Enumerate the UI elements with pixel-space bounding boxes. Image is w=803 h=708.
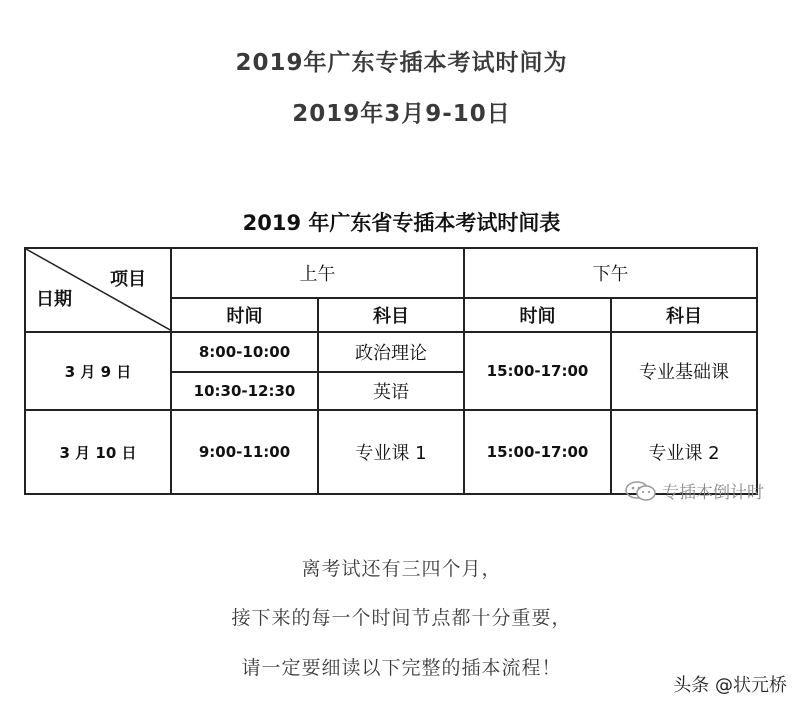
row-date-mar9: 3 月 9 日 <box>25 332 171 410</box>
am-subject-cell: 政治理论 <box>318 332 464 372</box>
paragraph-2: 接下来的每一个时间节点都十分重要， <box>231 607 572 629</box>
wechat-icon <box>624 480 658 502</box>
am-subject-cell: 专业课 1 <box>318 410 464 494</box>
pm-subject-cell: 专业基础课 <box>611 332 757 410</box>
diagonal-header-cell <box>25 248 171 332</box>
paragraph-3: 请一定要细读以下完整的插本流程！ <box>241 657 562 679</box>
header-date-label: 日期 <box>36 289 72 310</box>
subheader-am-subject: 科目 <box>318 298 464 332</box>
heading-line-1: 2019年广东专插本考试时间为 <box>235 50 568 76</box>
subheader-pm-subject: 科目 <box>611 298 757 332</box>
watermark-text: 专插本倒计时 <box>662 483 764 503</box>
am-time-cell: 10:30-12:30 <box>171 372 318 410</box>
subheader-am-time: 时间 <box>171 298 318 332</box>
am-time-cell: 8:00-10:00 <box>171 332 318 372</box>
paragraph-1: 离考试还有三四个月， <box>301 558 502 580</box>
exam-schedule-table <box>24 247 758 495</box>
header-morning: 上午 <box>171 248 464 298</box>
pm-time-cell: 15:00-17:00 <box>464 410 611 494</box>
subheader-pm-time: 时间 <box>464 298 611 332</box>
am-subject-cell: 英语 <box>318 372 464 410</box>
source-credit: 头条 @状元桥 <box>673 671 787 697</box>
table-caption: 2019 年广东省专插本考试时间表 <box>242 211 561 235</box>
heading-line-2: 2019年3月9-10日 <box>292 101 511 127</box>
watermark <box>624 478 764 503</box>
header-afternoon: 下午 <box>464 248 757 298</box>
pm-subject-cell: 专业课 2 <box>611 410 757 494</box>
pm-time-cell: 15:00-17:00 <box>464 332 611 410</box>
row-date-mar10: 3 月 10 日 <box>25 410 171 494</box>
header-item-label: 项目 <box>110 269 146 290</box>
am-time-cell: 9:00-11:00 <box>171 410 318 494</box>
